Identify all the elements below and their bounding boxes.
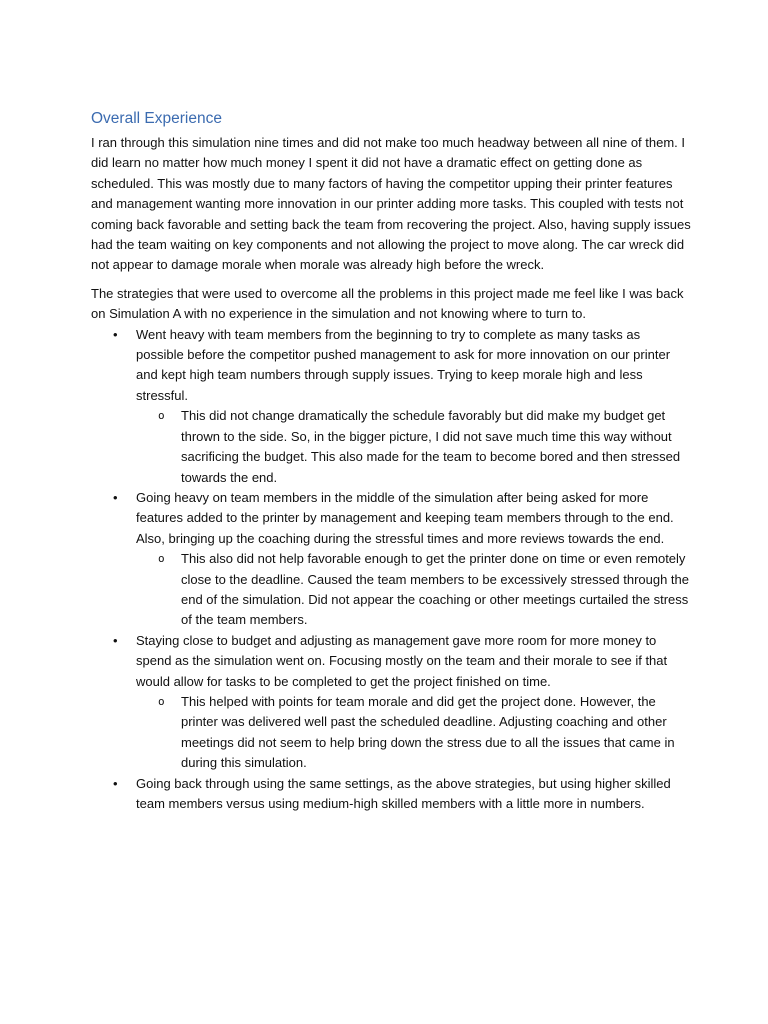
sub-list-item — [136, 549, 691, 631]
sub-bullet-marker: o — [158, 552, 165, 566]
list-item-text: Went heavy with team members from the beginning to try to complete as many tasks as possible before the competitor pushed management to ask for more innovation on our printer and kept high team numbers through supply issues. Trying to keep morale high and less stressful. — [136, 326, 671, 403]
list-item — [91, 325, 691, 488]
list-item-text: Going back through using the same settings, as the above strategies, but using higher skilled team members versus using medium-high skilled members with a little more in numbers. — [136, 775, 671, 811]
strategy-list — [91, 325, 691, 815]
section-heading: Overall Experience — [91, 110, 222, 127]
paragraph-intro: I ran through this simulation nine times and did not make too much headway between all nine of them. I did learn no matter how much money I spent it did not have a dramatic effect on getting done as scheduled. This was mostly due to many factors of having the competitor upping their printer features and management wanting more innovation in our printer adding more tasks. This coupled with tests not coming back favorable and setting back the team from recovering the project. Also, having supply issues had the team waiting on key components and not allowing the project to move along. The car wreck did not appear to damage morale when morale was already high before the wreck. — [91, 135, 691, 273]
bullet-marker: • — [113, 775, 118, 791]
list-item-text: Going heavy on team members in the middle of the simulation after being asked for more features added to the printer by management and keeping team members through to the end. Also, bringing up the coaching during the stressful times and more reviews towards the end. — [136, 489, 674, 546]
sub-bullet-marker: o — [158, 694, 165, 708]
sub-list — [136, 692, 691, 774]
list-item — [91, 774, 691, 815]
list-item — [91, 631, 691, 774]
list-item — [91, 488, 691, 631]
sub-list — [136, 406, 691, 488]
sub-list-item — [136, 692, 691, 774]
sub-list — [136, 549, 691, 631]
bullet-marker: • — [113, 489, 118, 505]
sub-list-item-text: This did not change dramatically the schedule favorably but did make my budget get thrown to the side. So, in the bigger picture, I did not save much time this way without sacrificing the budget. This also made for the team to become bored and then stressed towards the end. — [181, 408, 681, 485]
paragraph-strategies: The strategies that were used to overcome all the problems in this project made me feel like I was back on Simulation A with no experience in the simulation and not knowing where to turn to. — [91, 285, 684, 322]
sub-list-item-text: This also did not help favorable enough to get the printer done on time or even remotely close to the deadline. Caused the team members to be excessively stressed through the end of the simulation. Did not appear the coaching or other meetings curtailed the stress of the team members. — [181, 551, 690, 628]
bullet-marker: • — [113, 632, 118, 648]
document-body — [91, 108, 691, 814]
sub-list-item-text: This helped with points for team morale and did get the project done. However, the printer was delivered well past the scheduled deadline. Adjusting coaching and other meetings did not seem to help bring down the stress due to all the issues that came in during this simulation. — [181, 693, 675, 771]
bullet-marker: • — [113, 326, 118, 342]
sub-list-item — [136, 406, 691, 488]
list-item-text: Staying close to budget and adjusting as management gave more room for more money to spend as the simulation went on. Focusing mostly on the team and their morale to see if that would allow for tasks to be completed to get the project finished on time. — [136, 632, 668, 689]
sub-bullet-marker: o — [158, 409, 165, 423]
